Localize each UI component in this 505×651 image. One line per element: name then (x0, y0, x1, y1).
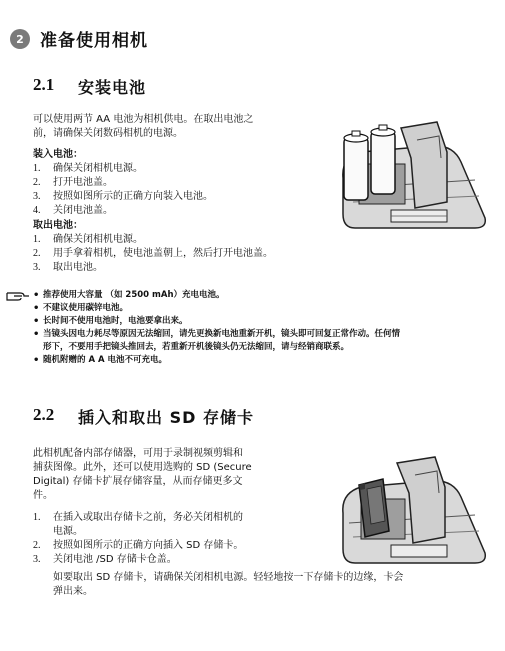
section-number: 2.2 (33, 405, 55, 424)
note-item (33, 328, 473, 354)
list-item (33, 162, 333, 176)
remove-battery-label: 取出电池： (33, 220, 83, 231)
intro-line: 捕获图像。此外，还可以使用选购的 SD (Secure (33, 462, 252, 473)
step-number: 2. (33, 248, 41, 259)
note-line: 当镜头因电力耗尽等原因无法缩回，请先更换新电池重新开机，镜头即可回复正常作动。任何情 (43, 329, 401, 339)
step-number: 1. (33, 512, 41, 523)
chapter-title: 准备使用相机 (40, 31, 148, 51)
list-item (33, 539, 333, 553)
section-title: 安装电池 (78, 78, 147, 97)
step-text: 电源。 (53, 526, 83, 537)
step-text: 关闭电池盖。 (53, 205, 113, 216)
note-item: • 不建议使用碳锌电池。 (33, 302, 473, 315)
step-text: 按照如图所示的正确方向装入电池。 (53, 191, 213, 202)
step-number: 2. (33, 540, 41, 551)
step-text: 打开电池盖。 (53, 177, 113, 188)
note-item: • 随机附赠的 A A 电池不可充电。 (33, 354, 473, 367)
intro-line: 此相机配备内部存储器，可用于录制视频剪辑和 (33, 448, 243, 459)
step-number: 4. (33, 205, 41, 216)
intro-line: 前，请确保关闭数码相机的电源。 (33, 128, 183, 139)
sd-card-removal-note (53, 571, 483, 599)
intro-line: Digital) 存储卡扩展存储容量，从而存储更多文 (33, 476, 243, 487)
pointing-hand-note-icon (6, 290, 30, 302)
intro-line: 可以使用两节 AA 电池为相机供电。在取出电池之 (33, 114, 254, 125)
section-intro (33, 113, 323, 141)
battery-left-icon (344, 131, 368, 200)
step-number: 3. (33, 262, 41, 273)
step-number: 2. (33, 177, 41, 188)
note-item: • 推荐使用大容量 （如 2500 mAh）充电电池。 (33, 289, 473, 302)
step-number: 1. (33, 163, 41, 174)
list-item (33, 261, 353, 275)
removal-note-line: 弹出来。 (53, 586, 93, 597)
intro-line: 件。 (33, 490, 53, 501)
step-text: 用手拿着相机，使电池盖朝上，然后打开电池盖。 (53, 248, 273, 259)
list-item (33, 233, 353, 247)
chapter-number: 2 (16, 32, 24, 46)
step-number: 1. (33, 234, 41, 245)
step-text: 关闭电池 /SD 存储卡仓盖。 (53, 554, 177, 565)
list-item (33, 511, 333, 525)
list-item (33, 525, 333, 539)
battery-right-icon (371, 125, 395, 194)
removal-note-line: 如要取出 SD 存储卡，请确保关闭相机电源。轻轻地按一下存储卡的边缘，卡会 (53, 572, 404, 583)
step-text: 按照如图所示的正确方向插入 SD 存储卡。 (53, 540, 244, 551)
list-item (33, 247, 353, 261)
step-text: 取出电池。 (53, 262, 103, 273)
list-item (33, 176, 333, 190)
list-item (33, 553, 333, 567)
section-intro (33, 447, 323, 503)
chapter-number-badge (10, 29, 30, 49)
step-number: 3. (33, 554, 41, 565)
battery-notes-list (33, 289, 473, 367)
section-number: 2.1 (33, 75, 55, 94)
remove-steps-list (33, 233, 353, 275)
list-item (33, 190, 333, 204)
install-battery-label: 装入电池： (33, 149, 83, 160)
section-title: 插入和取出 SD 存储卡 (78, 408, 254, 427)
sd-card-insert-illustration (335, 455, 493, 565)
step-text: 确保关闭相机电源。 (53, 163, 143, 174)
step-text: 在插入或取出存储卡之前，务必关闭相机的 (53, 512, 243, 523)
list-item (33, 204, 333, 218)
step-text: 确保关闭相机电源。 (53, 234, 143, 245)
note-item: • 长时间不使用电池时，电池要拿出来。 (33, 315, 473, 328)
sd-card-steps-list (33, 511, 333, 567)
install-steps-list (33, 162, 333, 218)
sd-card-icon (359, 479, 389, 537)
note-line: 形下，不要用手把镜头推回去，若重新开机後镜头仍无法缩回，请与经销商联系。 (43, 342, 350, 352)
battery-install-illustration (335, 118, 493, 230)
step-number: 3. (33, 191, 41, 202)
